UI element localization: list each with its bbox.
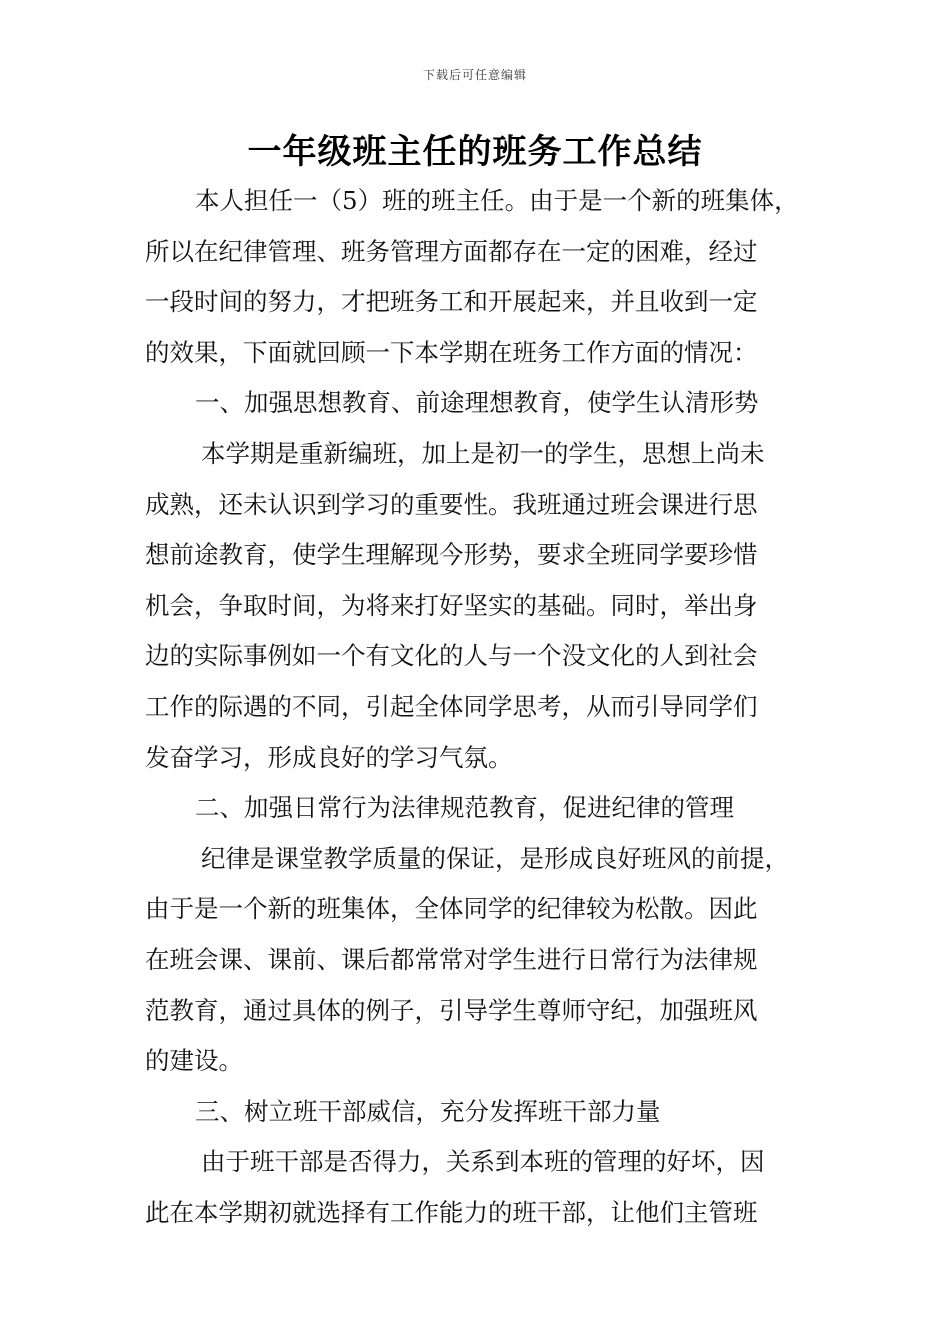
document-title: 一年级班主任的班务工作总结 <box>247 132 703 172</box>
paragraph-line: 的效果，下面就回顾一下本学期在班务工作方面的情况： <box>145 337 758 367</box>
paragraph-line: 由于是一个新的班集体，全体同学的纪律较为松散。因此 <box>145 894 758 924</box>
paragraph-line: 本学期是重新编班，加上是初一的学生，思想上尚未 <box>201 438 765 468</box>
paragraph-line: 工作的际遇的不同，引起全体同学思考，从而引导同学们 <box>145 691 758 721</box>
document-body <box>145 176 825 1238</box>
paragraph-line: 所以在纪律管理、班务管理方面都存在一定的困难，经过 <box>145 236 758 266</box>
paragraph-line: 此在本学期初就选择有工作能力的班干部，让他们主管班 <box>145 1197 758 1227</box>
paragraph-line: 一段时间的努力，才把班务工和开展起来，并且收到一定 <box>145 287 758 317</box>
paragraph-line: 想前途教育，使学生理解现今形势，要求全班同学要珍惜 <box>145 540 758 570</box>
header-note: 下载后可任意编辑 <box>422 68 527 82</box>
section-heading-3: 三、树立班干部威信，充分发挥班干部力量 <box>195 1096 661 1126</box>
paragraph-line: 成熟，还未认识到学习的重要性。我班通过班会课进行思 <box>145 489 758 519</box>
paragraph-line: 机会，争取时间，为将来打好坚实的基础。同时，举出身 <box>145 590 758 620</box>
paragraph-line: 发奋学习，形成良好的学习气氛。 <box>145 742 513 772</box>
paragraph-line: 本人担任一（5）班的班主任。由于是一个新的班集体， <box>195 186 799 215</box>
paragraph-line: 边的实际事例如一个有文化的人与一个没文化的人到社会 <box>145 641 758 671</box>
paragraph-line: 范教育，通过具体的例子，引导学生尊师守纪，加强班风 <box>145 995 758 1025</box>
paragraph-line: 由于班干部是否得力，关系到本班的管理的好坏，因 <box>201 1147 765 1177</box>
section-heading-2: 二、加强日常行为法律规范教育，促进纪律的管理 <box>195 793 734 823</box>
paragraph-line: 纪律是课堂教学质量的保证，是形成良好班风的前提， <box>201 843 789 873</box>
paragraph-line: 的建设。 <box>145 1046 243 1076</box>
section-heading-1: 一、加强思想教育、前途理想教育，使学生认清形势 <box>195 388 759 418</box>
paragraph-line: 在班会课、课前、课后都常常对学生进行日常行为法律规 <box>145 944 758 974</box>
